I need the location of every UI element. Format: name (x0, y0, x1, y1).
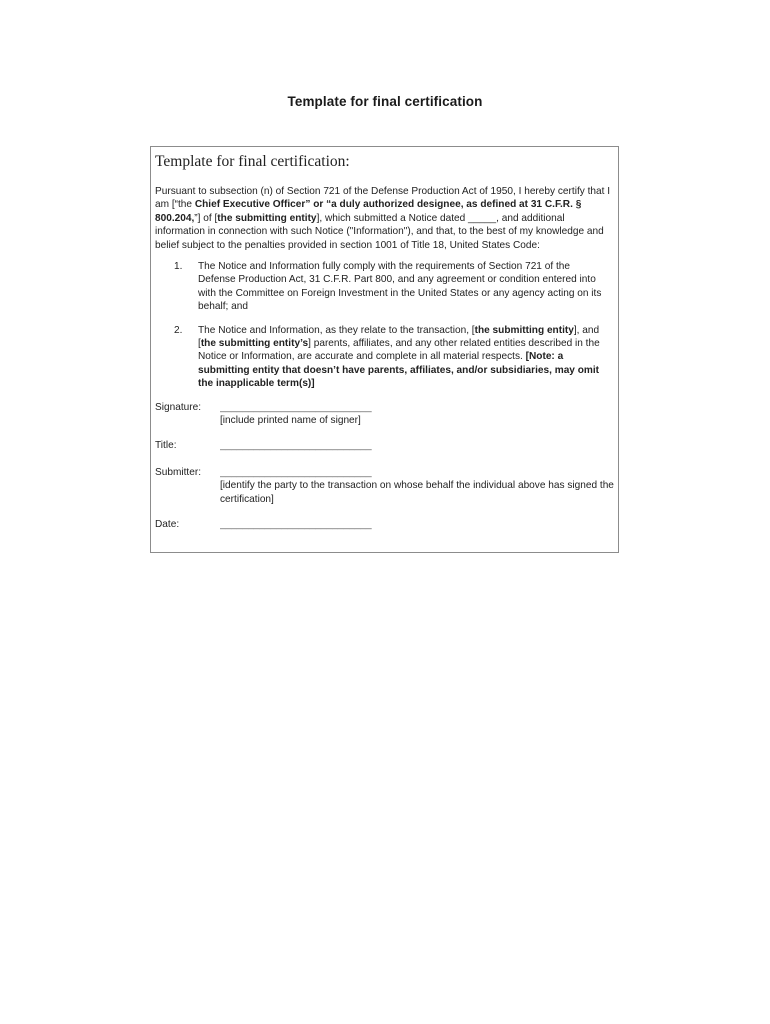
intro-bold-3: the submitting entity (217, 212, 317, 224)
title-label: Title: (155, 440, 177, 452)
box-heading: Template for final certification: (155, 153, 350, 170)
signature-hint: [include printed name of signer] (220, 415, 361, 427)
intro-text-3: ], which submitted a Notice dated _____, and additional information in connection with such Notice ("Information"), and that, to the best of my knowledge and belief subject to the penalties provided in section 1001 of Title 18, United States Code: (155, 212, 604, 251)
certification-box (150, 146, 619, 553)
submitter-value (220, 466, 614, 506)
date-value (220, 518, 614, 531)
title-blank-line: ___________________________ (220, 440, 372, 452)
item2-bold-3: [Note: a submitting entity that doesn’t have parents, affiliates, and/or subsidiaries, may omit the inapplicable term(s)] (198, 351, 600, 390)
intro-text-1: Pursuant to subsection (n) of Section 721 of the Defense Production Act of 1950, I hereby certify that I am [“the (155, 186, 611, 211)
submitter-hint: [identify the party to the transaction on whose behalf the individual above has signed the certification] (220, 480, 614, 505)
page-title: Template for final certification (287, 94, 483, 109)
item2-bold-1: the submitting entity (474, 324, 574, 336)
item2-bold-2: the submitting entity’s (200, 338, 309, 350)
submitter-blank-line: ___________________________ (220, 466, 372, 478)
list-number: 2. (174, 324, 183, 336)
list-text (198, 324, 614, 391)
list-item (155, 260, 614, 314)
date-label: Date: (155, 519, 180, 531)
date-blank-line: ___________________________ (220, 519, 372, 531)
submitter-label: Submitter: (155, 466, 201, 478)
intro-paragraph (155, 185, 614, 252)
list-text: The Notice and Information fully comply with the requirements of Section 721 of the Defense Production Act, 31 C.F.R. Part 800, and any agreement or condition entered into with the Committee on Foreign Investment in the United States or any agency acting on its behalf; and (198, 261, 602, 313)
submitter-field (155, 466, 614, 506)
item2-text-3: ] parents, affiliates, and any other related entities described in the Notice or Information, are accurate and complete in all material respects. (198, 338, 600, 363)
intro-text-2: ”] of [ (194, 212, 218, 224)
item2-text-2: ], and [ (198, 324, 600, 350)
signature-blank-line: ___________________________ (220, 401, 372, 413)
intro-bold-2: a duly authorized designee, as defined at 31 C.F.R. § 800.204, (155, 199, 582, 224)
list-number: 1. (174, 261, 183, 273)
date-field (155, 518, 614, 531)
item2-text-1: The Notice and Information, as they relate to the transaction, [ (198, 324, 475, 336)
signature-value (220, 401, 614, 428)
list-item (155, 324, 614, 391)
signature-field (155, 401, 614, 428)
intro-bold-1: Chief Executive Officer” or “ (194, 199, 332, 211)
title-field (155, 439, 614, 452)
signature-label: Signature: (155, 401, 202, 413)
title-value (220, 439, 614, 452)
